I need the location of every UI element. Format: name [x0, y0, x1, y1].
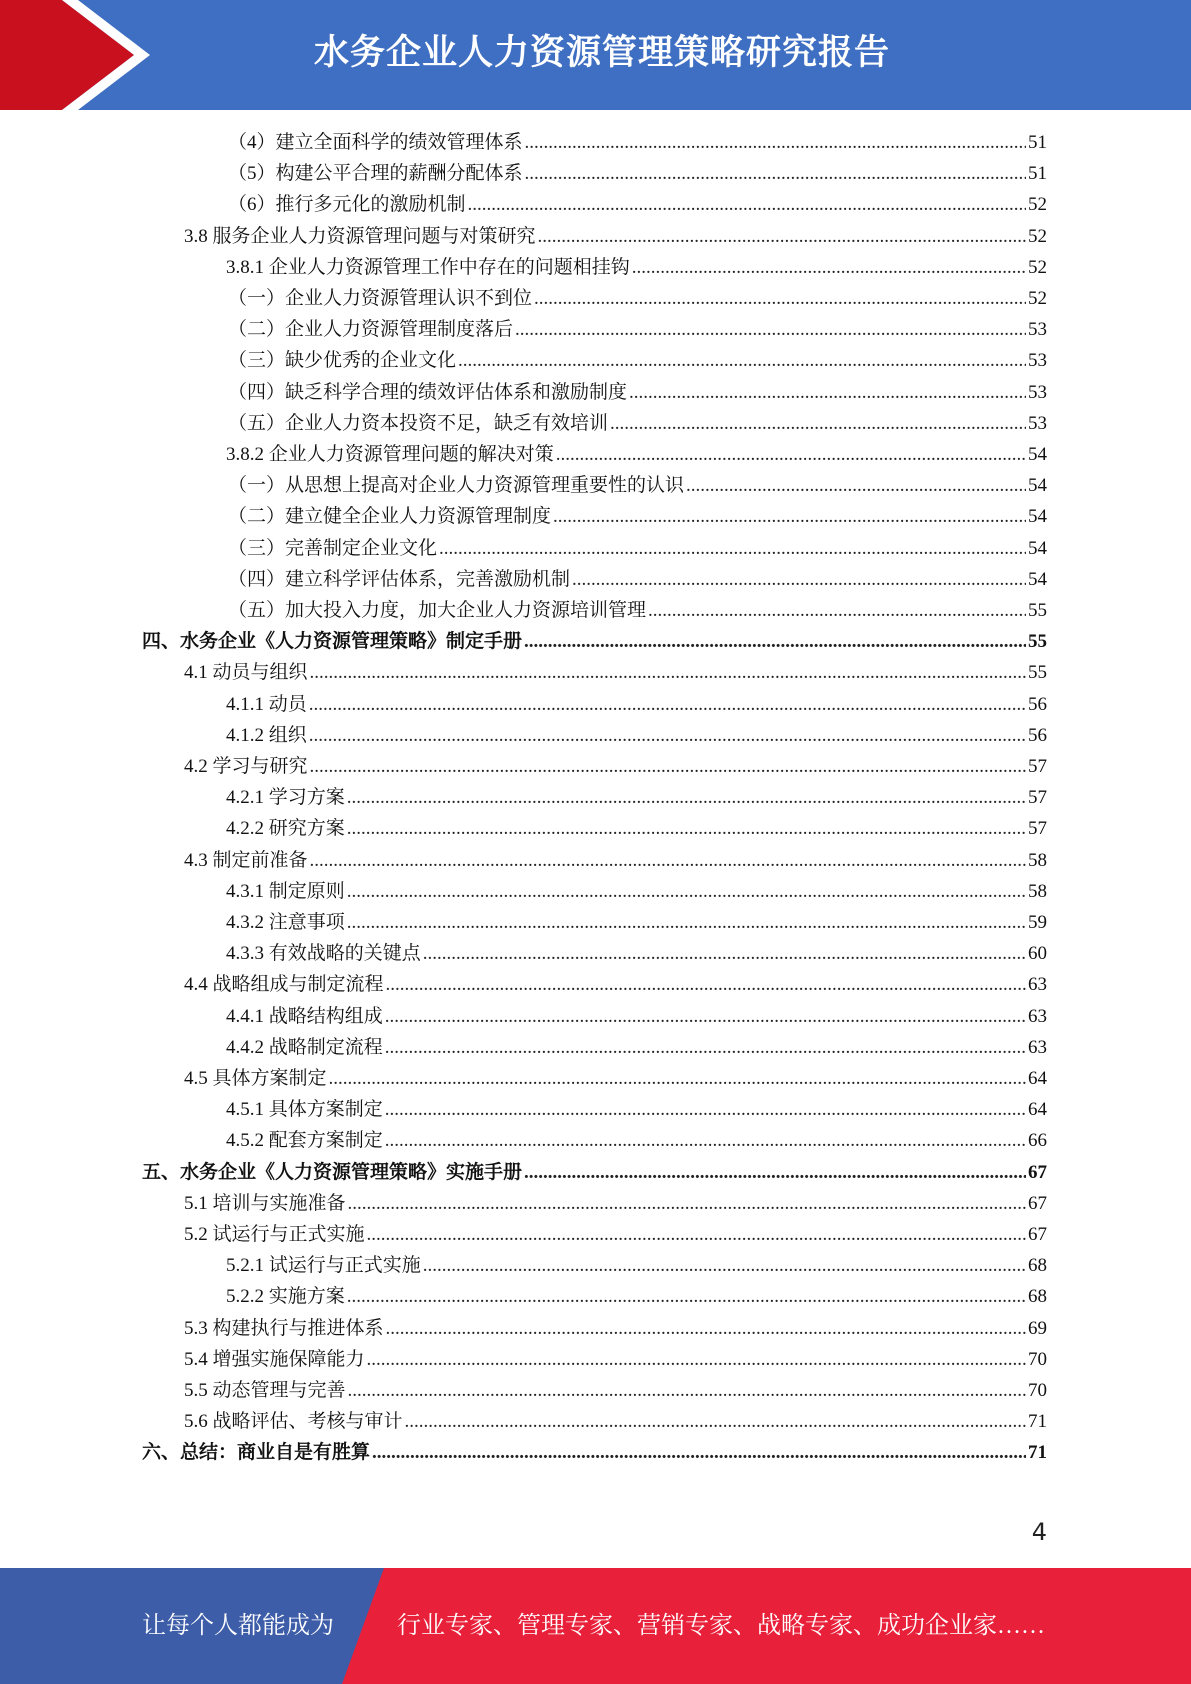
toc-entry[interactable]	[228, 189, 1047, 220]
toc-entry[interactable]	[226, 1281, 1047, 1312]
toc-entry-label: 5.1 培训与实施准备	[184, 1192, 346, 1214]
toc-leader-dots	[348, 1188, 1026, 1219]
toc-entry[interactable]	[228, 158, 1047, 189]
toc-leader-dots	[405, 1406, 1026, 1437]
toc-entry-label: （一）企业人力资源管理认识不到位	[228, 288, 533, 309]
toc-entry[interactable]	[184, 1063, 1047, 1094]
toc-entry-page: 54	[1028, 568, 1047, 590]
toc-leader-dots	[348, 1375, 1026, 1406]
toc-leader-dots	[309, 689, 1026, 720]
toc-entry-label: 4.1 动员与组织	[184, 662, 308, 684]
toc-entry-label: 3.8.2 企业人力资源管理问题的解决对策	[226, 444, 554, 465]
footer-slogan-left: 让每个人都能成为	[142, 1613, 334, 1639]
toc-entry-page: 71	[1028, 1411, 1047, 1433]
toc-entry[interactable]	[184, 221, 1047, 252]
toc-entry[interactable]	[184, 1188, 1047, 1219]
toc-entry-label: （三）完善制定企业文化	[228, 537, 438, 559]
toc-leader-dots	[686, 470, 1026, 501]
toc-leader-dots	[347, 1281, 1026, 1312]
toc-entry-page: 53	[1028, 412, 1047, 434]
toc-leader-dots	[309, 720, 1026, 751]
page-header	[0, 0, 1191, 110]
toc-leader-dots	[423, 938, 1026, 969]
toc-entry-page: 54	[1028, 444, 1047, 465]
toc-entry-label: （4）建立全面科学的绩效管理体系	[228, 132, 523, 153]
toc-entry-label: 4.3.3 有效战略的关键点	[226, 943, 421, 965]
toc-entry[interactable]	[228, 314, 1047, 345]
toc-entry-page: 52	[1028, 288, 1047, 309]
header-arrow-decoration	[0, 0, 150, 110]
toc-entry-page: 63	[1028, 1036, 1047, 1058]
toc-leader-dots	[347, 782, 1026, 813]
toc-leader-dots	[347, 813, 1026, 844]
toc-entry-label: 4.4.1 战略结构组成	[226, 1005, 383, 1027]
toc-entry-label: 5.4 增强实施保障能力	[184, 1348, 365, 1370]
toc-entry-label: 4.5.1 具体方案制定	[226, 1099, 383, 1121]
toc-entry-page: 54	[1028, 506, 1047, 528]
toc-entry[interactable]	[228, 127, 1047, 158]
toc-leader-dots	[524, 626, 1026, 657]
toc-leader-dots	[648, 595, 1026, 626]
toc-entry-page: 55	[1028, 631, 1047, 653]
toc-entry-page: 67	[1028, 1192, 1047, 1214]
toc-entry[interactable]	[184, 845, 1047, 876]
toc-entry-label: 4.2.1 学习方案	[226, 787, 345, 809]
toc-entry-label: （三）缺少优秀的企业文化	[228, 350, 457, 372]
toc-entry-page: 70	[1028, 1380, 1047, 1401]
toc-entry-page: 64	[1028, 1099, 1047, 1121]
toc-entry-page: 64	[1028, 1068, 1047, 1089]
toc-entry[interactable]	[226, 689, 1047, 720]
toc-entry-label: （二）建立健全企业人力资源管理制度	[228, 506, 552, 528]
toc-leader-dots	[386, 1313, 1026, 1344]
toc-entry[interactable]	[226, 252, 1047, 283]
toc-entry-page: 56	[1028, 693, 1047, 715]
toc-entry-page: 67	[1028, 1161, 1047, 1183]
toc-entry[interactable]	[226, 720, 1047, 751]
toc-entry-page: 69	[1028, 1317, 1047, 1339]
toc-entry[interactable]	[226, 1032, 1047, 1063]
toc-leader-dots	[347, 876, 1026, 907]
toc-entry-page: 66	[1028, 1130, 1047, 1152]
toc-entry-label: （5）构建公平合理的薪酬分配体系	[228, 163, 523, 185]
toc-entry[interactable]	[226, 876, 1047, 907]
toc-entry-label: 六、总结：商业自是有胜算	[142, 1442, 371, 1464]
toc-entry-label: （四）建立科学评估体系，完善激励机制	[228, 568, 571, 590]
toc-leader-dots	[310, 845, 1026, 876]
toc-leader-dots	[538, 221, 1026, 252]
toc-leader-dots	[610, 408, 1026, 439]
toc-leader-dots	[310, 751, 1026, 782]
toc-leader-dots	[385, 1094, 1026, 1125]
toc-entry-page: 68	[1028, 1286, 1047, 1308]
toc-leader-dots	[515, 314, 1026, 345]
toc-entry-page: 58	[1028, 849, 1047, 871]
toc-leader-dots	[372, 1437, 1026, 1468]
toc-leader-dots	[367, 1344, 1026, 1375]
toc-entry[interactable]	[226, 439, 1047, 470]
toc-entry[interactable]	[184, 1313, 1047, 1344]
toc-entry-label: 5.2 试运行与正式实施	[184, 1224, 365, 1245]
toc-entry[interactable]	[184, 751, 1047, 782]
toc-entry-page: 57	[1028, 756, 1047, 777]
toc-entry[interactable]	[226, 1250, 1047, 1281]
toc-entry-page: 70	[1028, 1348, 1047, 1370]
toc-entry-page: 56	[1028, 724, 1047, 746]
toc-entry[interactable]	[228, 501, 1047, 532]
toc-leader-dots	[534, 283, 1026, 314]
toc-entry[interactable]	[228, 377, 1047, 408]
toc-leader-dots	[632, 252, 1026, 283]
toc-leader-dots	[468, 189, 1026, 220]
toc-entry[interactable]	[142, 1157, 1047, 1188]
toc-entry-page: 57	[1028, 787, 1047, 809]
toc-entry[interactable]	[142, 626, 1047, 657]
toc-entry[interactable]	[142, 1437, 1047, 1468]
toc-entry-label: （五）企业人力资本投资不足，缺乏有效培训	[228, 412, 609, 434]
toc-entry-label: 5.3 构建执行与推进体系	[184, 1317, 384, 1339]
toc-entry[interactable]	[226, 1001, 1047, 1032]
toc-entry[interactable]	[226, 1094, 1047, 1125]
toc-entry-label: 5.5 动态管理与完善	[184, 1380, 346, 1401]
toc-entry[interactable]	[226, 813, 1047, 844]
toc-entry-label: 5.6 战略评估、考核与审计	[184, 1411, 403, 1433]
toc-entry-page: 57	[1028, 818, 1047, 840]
toc-entry-label: 4.4.2 战略制定流程	[226, 1036, 383, 1058]
toc-entry-page: 52	[1028, 256, 1047, 278]
toc-entry[interactable]	[184, 657, 1047, 688]
footer-slogan-right: 行业专家、管理专家、营销专家、战略专家、成功企业家……	[397, 1613, 1045, 1639]
toc-entry[interactable]	[226, 907, 1047, 938]
toc-entry-page: 51	[1028, 132, 1047, 153]
toc-leader-dots	[385, 1125, 1026, 1156]
toc-entry[interactable]	[228, 533, 1047, 564]
toc-entry[interactable]	[226, 938, 1047, 969]
toc-entry-label: （四）缺乏科学合理的绩效评估体系和激励制度	[228, 381, 628, 403]
page-footer	[0, 1568, 1191, 1684]
toc-entry-page: 53	[1028, 381, 1047, 403]
toc-entry-label: 4.2 学习与研究	[184, 756, 308, 777]
toc-entry-label: （二）企业人力资源管理制度落后	[228, 319, 514, 341]
toc-entry-label: 5.2.1 试运行与正式实施	[226, 1255, 421, 1277]
toc-entry-page: 54	[1028, 475, 1047, 497]
toc-entry[interactable]	[226, 782, 1047, 813]
toc-entry[interactable]	[184, 969, 1047, 1000]
toc-leader-dots	[385, 1001, 1026, 1032]
toc-entry-page: 63	[1028, 974, 1047, 996]
toc-entry-label: 3.8.1 企业人力资源管理工作中存在的问题相挂钩	[226, 256, 630, 278]
page-number: 4	[1031, 1518, 1047, 1546]
toc-entry-label: 3.8 服务企业人力资源管理问题与对策研究	[184, 225, 536, 247]
toc-entry-label: 4.2.2 研究方案	[226, 818, 345, 840]
toc-leader-dots	[347, 907, 1026, 938]
toc-entry-page: 54	[1028, 537, 1047, 559]
toc-entry-label: 4.3 制定前准备	[184, 849, 308, 871]
toc-entry-page: 52	[1028, 194, 1047, 216]
toc-leader-dots	[525, 158, 1026, 189]
toc-entry-label: （五）加大投入力度，加大企业人力资源培训管理	[228, 600, 647, 621]
toc-leader-dots	[367, 1219, 1026, 1250]
toc-entry[interactable]	[184, 1344, 1047, 1375]
toc-entry-page: 71	[1028, 1442, 1047, 1464]
toc-entry-page: 68	[1028, 1255, 1047, 1277]
toc-entry-page: 51	[1028, 163, 1047, 185]
toc-entry-page: 63	[1028, 1005, 1047, 1027]
toc-entry[interactable]	[228, 408, 1047, 439]
toc-leader-dots	[553, 501, 1026, 532]
toc-leader-dots	[329, 1063, 1026, 1094]
toc-entry-label: 4.1.2 组织	[226, 724, 307, 746]
toc-leader-dots	[310, 657, 1026, 688]
toc-entry-label: 4.5 具体方案制定	[184, 1068, 327, 1089]
toc-leader-dots	[423, 1250, 1026, 1281]
toc-entry[interactable]	[228, 470, 1047, 501]
toc-entry-page: 55	[1028, 662, 1047, 684]
toc-leader-dots	[525, 127, 1026, 158]
toc-entry-label: 4.1.1 动员	[226, 693, 307, 715]
toc-entry-label: 五、水务企业《人力资源管理策略》实施手册	[142, 1161, 523, 1183]
toc-entry-page: 53	[1028, 350, 1047, 372]
toc-entry[interactable]	[228, 283, 1047, 314]
toc-entry-page: 53	[1028, 319, 1047, 341]
toc-leader-dots	[458, 345, 1026, 376]
toc-entry[interactable]	[228, 595, 1047, 626]
toc-leader-dots	[556, 439, 1026, 470]
toc-leader-dots	[629, 377, 1026, 408]
toc-entry-label: 4.3.2 注意事项	[226, 912, 345, 933]
header-title: 水务企业人力资源管理策略研究报告	[314, 33, 891, 73]
toc-entry[interactable]	[228, 564, 1047, 595]
toc-entry-label: 5.2.2 实施方案	[226, 1286, 345, 1308]
toc-entry-label: 4.3.1 制定原则	[226, 880, 345, 902]
toc-entry-page: 60	[1028, 943, 1047, 965]
toc-entry-label: （一）从思想上提高对企业人力资源管理重要性的认识	[228, 475, 685, 497]
toc-leader-dots	[439, 533, 1026, 564]
toc-entry-page: 58	[1028, 880, 1047, 902]
toc-leader-dots	[524, 1157, 1026, 1188]
toc-entry[interactable]	[228, 345, 1047, 376]
toc-entry[interactable]	[184, 1375, 1047, 1406]
toc-leader-dots	[572, 564, 1026, 595]
toc-leader-dots	[385, 1032, 1026, 1063]
toc-entry-label: 4.4 战略组成与制定流程	[184, 974, 384, 996]
toc-entry[interactable]	[226, 1125, 1047, 1156]
toc-entry-page: 52	[1028, 225, 1047, 247]
toc-entry-page: 55	[1028, 600, 1047, 621]
toc-entry[interactable]	[184, 1406, 1047, 1437]
toc-leader-dots	[386, 969, 1026, 1000]
toc-entry-label: 四、水务企业《人力资源管理策略》制定手册	[142, 631, 523, 653]
toc-entry-label: （6）推行多元化的激励机制	[228, 194, 466, 216]
toc-entry[interactable]	[184, 1219, 1047, 1250]
toc-entry-page: 59	[1028, 912, 1047, 933]
toc-entry-page: 67	[1028, 1224, 1047, 1245]
toc-entry-label: 4.5.2 配套方案制定	[226, 1130, 383, 1152]
